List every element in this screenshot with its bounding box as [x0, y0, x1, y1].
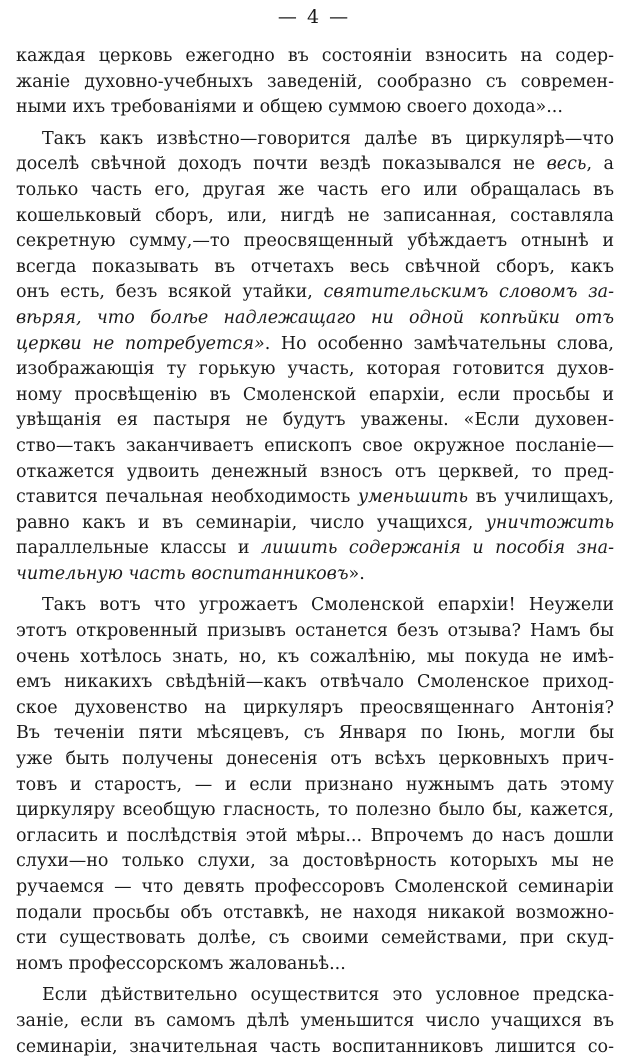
text-segment: параллельные классы и	[16, 538, 262, 559]
text-line	[16, 485, 614, 511]
italic-text: церкви не потребуется»	[16, 333, 265, 354]
text-line: Въ теченіи пяти мѣсяцевъ, съ Января по Іюнь, могли бы	[16, 723, 614, 744]
text-line	[16, 152, 614, 178]
italic-text: лишить содержанія и пособія зна-	[261, 538, 614, 559]
text-line: очень хотѣлось знать, но, къ сожалѣнію, мы покуда не имѣ-	[16, 646, 614, 667]
paragraph	[16, 593, 614, 977]
text-line: семинаріи, значительная часть воспитанниковъ лишится со-	[16, 1036, 614, 1057]
text-line: изображающія ту горькую участь, которая готовится духов-	[16, 359, 614, 380]
text-line: каждая церковь ежегодно въ состояніи взносить на содер-	[16, 46, 614, 66]
text-line: слухи—но только слухи, за достовѣрность которыхъ мы не	[16, 851, 614, 872]
text-line	[16, 511, 614, 537]
text-line: этотъ откровенный призывъ останется безъ отзыва? Намъ бы	[16, 621, 614, 642]
text-line: огласить и послѣдствія этой мѣры... Впрочемъ до насъ дошли	[16, 825, 614, 846]
text-line: Такъ вотъ что угрожаетъ Смоленской епархіи! Неужели	[42, 595, 614, 616]
text-line: всегда показывать въ отчетахъ весь свѣчной сборъ, какъ	[16, 256, 614, 277]
text-line	[16, 562, 614, 588]
text-line	[16, 332, 614, 358]
page-number: — 4 —	[277, 6, 351, 28]
text-line: секретную сумму,—то преосвященный убѣждаетъ отнынѣ и	[16, 231, 614, 252]
text-segment: , а	[586, 154, 614, 175]
italic-text: уменьшить	[357, 487, 469, 508]
text-segment: въ училищахъ,	[468, 487, 614, 508]
body-text	[16, 44, 614, 1060]
text-line: ному просвѣщенію въ Смоленской епархіи, если просьбы и	[16, 384, 614, 405]
text-line: ручаемся — что девять профессоровъ Смоленской семинаріи	[16, 877, 614, 897]
text-line: Такъ какъ извѣстно—говорится далѣе въ циркулярѣ—что	[42, 128, 614, 149]
text-line: жаніе духовно-учебныхъ заведеній, сообразно съ современ-	[16, 71, 614, 92]
text-segment: равно какъ и въ семинаріи, число учащихся,	[16, 512, 486, 533]
text-line: товъ и старостъ, — и если признано нужнымъ дать этому	[16, 774, 614, 795]
text-segment: ».	[348, 563, 365, 584]
text-line: только часть его, другая же часть его или обращалась въ	[16, 179, 614, 200]
italic-text: уничтожить	[485, 512, 614, 533]
paragraph	[16, 983, 614, 1060]
paragraph	[16, 127, 614, 588]
text-line: ское духовенство на циркуляръ преосвященнаго Антонія?	[16, 697, 614, 718]
italic-text: святительскимъ словомъ за-	[323, 282, 614, 303]
italic-text: вѣряя, что болѣе надлежащаго ни одной копѣйки отъ	[16, 307, 614, 328]
text-segment: ставится печальная необходимость	[16, 487, 358, 508]
text-line	[16, 306, 614, 332]
text-line	[16, 536, 614, 562]
text-line: циркуляру всеобщую гласность, то полезно было бы, кажется,	[16, 800, 614, 821]
text-line: кошельковый сборъ, или, нигдѣ не записанная, составляла	[16, 205, 614, 226]
text-segment: онъ есть, безъ всякой утайки,	[16, 282, 324, 303]
text-line: откажется удвоить денежный взносъ отъ церквей, то пред-	[16, 461, 614, 482]
text-segment: . Но особенно замѣчательны слова,	[264, 333, 614, 354]
text-line: увѣщанія ея пастыря не будутъ уважены. «Если духовен-	[16, 410, 614, 431]
text-line: уже быть получены донесенія отъ всѣхъ церковныхъ прич-	[16, 749, 614, 770]
text-segment: доселѣ свѣчной доходъ почти вездѣ показывался не	[16, 154, 547, 175]
text-line: емъ никакихъ свѣдѣній—какъ отвѣчало Смоленское приход-	[16, 672, 614, 693]
text-line: ство—такъ заканчиваетъ епископъ свое окружное посланіе—	[16, 435, 614, 456]
text-line: заніе, если въ самомъ дѣлѣ уменьшится число учащихся въ	[16, 1010, 614, 1031]
paragraph	[16, 44, 614, 121]
text-line: сти существовать долѣе, съ своими семействами, при скуд-	[16, 928, 614, 949]
text-line: подали просьбы объ отставкѣ, не находя никакой возможно-	[16, 902, 614, 923]
text-line	[16, 280, 614, 306]
text-line: ными ихъ требованіями и общею суммою своего дохода»...	[16, 97, 563, 118]
italic-text: весь	[546, 154, 587, 175]
italic-text: чительную часть воспитанниковъ	[16, 563, 349, 584]
text-line: Если дѣйствительно осуществится это условное предска-	[42, 985, 614, 1006]
text-line: номъ профессорскомъ жалованьѣ...	[16, 953, 346, 974]
